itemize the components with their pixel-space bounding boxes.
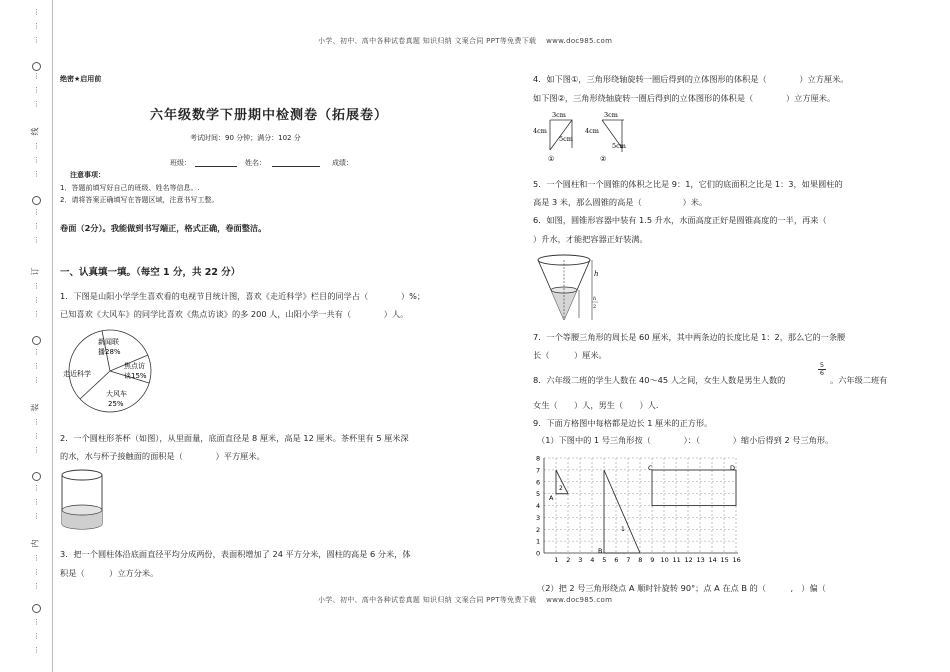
grid-x-tick-label: 6 bbox=[614, 556, 619, 564]
binding-hole bbox=[32, 196, 41, 205]
binding-char-1: 线 bbox=[30, 127, 40, 136]
grid-y-tick-label: 4 bbox=[536, 502, 541, 510]
exam-meta: 考试时间：90 分钟；满分：102 分 bbox=[190, 134, 301, 142]
pie-label-windmill-pct: 25% bbox=[108, 400, 124, 408]
binding-hole bbox=[32, 336, 41, 345]
binding-hole bbox=[32, 62, 41, 71]
binding-margin: ⋮ ⋮ ⋮ ⋮ ⋮ ⋮ 线 ⋮ ⋮ ⋮ ⋮ ⋮ ⋮ 订 ⋮ ⋮ ⋮ ⋮ ⋮ ⋮ 装 ⋮ ⋮ ⋮ ⋮ ⋮ ⋮ 内 ⋮ ⋮ ⋮ ⋮ ⋮ ⋮ bbox=[30, 8, 40, 654]
cone-container-figure bbox=[534, 252, 604, 324]
pie-label-focus: 焦点访 bbox=[124, 362, 145, 370]
grid-x-tick-label: 2 bbox=[566, 556, 571, 564]
point-D-label: D bbox=[730, 464, 736, 472]
fig1-top-label: 3cm bbox=[552, 111, 566, 119]
pie-label-science: 走近科学 bbox=[63, 370, 91, 378]
q1-line-2: 已知喜欢《大风车》的同学比喜欢《焦点访谈》的多 200 人，山阳小学一共有（ ）人。 bbox=[60, 309, 409, 319]
fig1-hyp-label: 5cm bbox=[559, 135, 573, 143]
q8-line-1: 8．六年级二班的学生人数在 40～45 人之间，女生人数是男生人数的 bbox=[533, 375, 786, 385]
pie-label-windmill: 大风车 bbox=[106, 390, 127, 398]
pie-label-news: 新闻联 bbox=[98, 338, 119, 346]
grid-x-tick-label: 8 bbox=[638, 556, 643, 564]
q5-line-2: 高是 3 米，那么圆锥的高是（ ）米。 bbox=[533, 197, 708, 207]
grid-y-tick-label: 6 bbox=[536, 478, 541, 487]
q6-line-1: 6．如图，圆锥形容器中装有 1.5 升水，水面高度正好是圆锥高度的一半，再来（ bbox=[533, 215, 827, 225]
note-2: 2．请将答案正确填写在答题区域，注意书写工整。 bbox=[60, 196, 219, 204]
fig1-number: ① bbox=[548, 155, 555, 163]
grid-x-tick-label: 9 bbox=[650, 556, 655, 564]
q4-line-2: 如下图②，三角形绕轴旋转一圈后得到的立体图形的体积是（ ）立方厘米。 bbox=[533, 93, 836, 103]
binding-char-3: 装 bbox=[30, 403, 40, 412]
pie-label-news-pct: 播28% bbox=[98, 348, 121, 356]
cone-half-h-den: 2 bbox=[593, 304, 597, 310]
grid-y-tick-label: 1 bbox=[536, 537, 541, 546]
fig2-number: ② bbox=[600, 155, 607, 163]
q8-line-2: 女生（ ）人，男生（ ）人. bbox=[533, 400, 659, 410]
triangle-1-label: 1 bbox=[621, 526, 625, 533]
grid-x-tick-label: 10 bbox=[660, 556, 669, 564]
q8-fraction-numerator: 5 bbox=[819, 361, 825, 369]
cone-half-h-label: h bbox=[593, 296, 597, 302]
q7-line-1: 7．一个等腰三角形的周长是 60 厘米，其中两条边的长度比是 1：2，那么它的一条腰 bbox=[533, 332, 846, 342]
grid-x-tick-label: 13 bbox=[696, 556, 705, 564]
coordinate-grid bbox=[532, 454, 762, 566]
q8-fraction-denominator: 6 bbox=[819, 369, 825, 377]
page-footer-text: 小学、初中、高中各种试卷真题 知识归纳 文案合同 PPT等免费下载 www.doc985.com bbox=[318, 596, 613, 604]
grid-y-tick-label: 0 bbox=[536, 549, 541, 558]
notes-title: 注意事项： bbox=[70, 171, 105, 179]
triangle-1 bbox=[604, 470, 640, 553]
fig2-hyp-label: 5cm bbox=[612, 142, 626, 150]
q7-line-2: 长（ ）厘米。 bbox=[533, 350, 607, 360]
name-label: 姓名： bbox=[245, 159, 266, 167]
triangle-figure-2 bbox=[584, 108, 636, 164]
page-header-text: 小学、初中、高中各种试卷真题 知识归纳 文案合同 PPT等免费下载 www.doc985.com bbox=[318, 37, 613, 45]
grid-x-tick-label: 1 bbox=[554, 556, 559, 564]
exam-title: 六年级数学下册期中检测卷（拓展卷） bbox=[150, 108, 389, 123]
binding-hole bbox=[32, 604, 41, 613]
point-B-label: B bbox=[598, 547, 603, 555]
cone-h-label: h bbox=[594, 270, 599, 278]
q1-line-1: 1．下图是山阳小学学生喜欢看的电视节目统计图，喜欢《走近科学》栏目的同学占（ ）%； bbox=[60, 291, 426, 301]
neatness-note: 卷面（2分）。我能做到书写端正，格式正确，卷面整洁。 bbox=[60, 223, 267, 233]
grid-x-tick-label: 15 bbox=[720, 556, 729, 564]
grid-x-tick-label: 4 bbox=[590, 556, 595, 564]
q4-line-1: 4．如下图①，三角形绕轴旋转一圈后得到的立体图形的体积是（ ）立方厘米。 bbox=[533, 74, 849, 84]
fig2-left-label: 4cm bbox=[585, 127, 599, 135]
section-1-heading: 一、认真填一填。（每空 1 分，共 22 分） bbox=[60, 267, 241, 278]
class-label: 班级： bbox=[170, 159, 191, 167]
q9-line-1: 9．下面方格图中每格都是边长 1 厘米的正方形。 bbox=[533, 418, 713, 428]
binding-line bbox=[52, 0, 53, 672]
fig1-left-label: 4cm bbox=[533, 127, 547, 135]
score-label: 成绩： bbox=[332, 159, 353, 167]
binding-char-2: 订 bbox=[30, 267, 40, 276]
grid-y-tick-label: 8 bbox=[536, 454, 541, 463]
grid-x-tick-label: 16 bbox=[732, 556, 741, 564]
rectangle bbox=[652, 470, 736, 506]
triangle-figure-1 bbox=[532, 108, 584, 164]
binding-hole bbox=[32, 472, 41, 481]
q8-line-1b: 。六年级二班有 bbox=[830, 375, 888, 385]
grid-y-labels bbox=[536, 455, 540, 558]
q2-line-2: 的水，水与杯子接触面的面积是（ ）平方厘米。 bbox=[60, 451, 265, 461]
grid-x-tick-label: 7 bbox=[626, 556, 631, 564]
note-1: 1．答题前填写好自己的班级、姓名等信息。. bbox=[60, 184, 200, 192]
q9-sub-2: （2）把 2 号三角形绕点 A 顺时针旋转 90°；点 A 在点 B 的（ , ）偏（ bbox=[537, 583, 826, 593]
q8-fraction bbox=[818, 362, 826, 377]
grid-y-tick-label: 5 bbox=[536, 490, 541, 499]
binding-char-4: 内 bbox=[30, 539, 40, 548]
grid-y-tick-label: 2 bbox=[536, 525, 541, 534]
cylinder-cup-figure bbox=[58, 466, 106, 536]
grid-x-labels bbox=[554, 556, 741, 564]
grid-y-tick-label: 3 bbox=[536, 513, 541, 522]
grid-y-tick-label: 7 bbox=[536, 466, 541, 475]
point-C-label: C bbox=[648, 464, 653, 472]
pie-label-focus-pct: 谈15% bbox=[124, 372, 147, 380]
class-field[interactable] bbox=[195, 166, 237, 167]
grid-x-tick-label: 14 bbox=[708, 556, 717, 564]
grid-x-tick-label: 11 bbox=[672, 556, 681, 564]
q3-line-2: 积是（ ）立方分米。 bbox=[60, 568, 159, 578]
point-A-label: A bbox=[549, 494, 554, 502]
pie-chart bbox=[60, 328, 160, 414]
grid-x-tick-label: 3 bbox=[578, 556, 583, 564]
grid-x-tick-label: 5 bbox=[602, 556, 607, 564]
q2-line-1: 2．一个圆柱形茶杯（如图），从里面量，底面直径是 8 厘米，高是 12 厘米。茶杯里有 5 厘米深 bbox=[60, 433, 409, 443]
fig2-top-label: 3cm bbox=[604, 111, 618, 119]
q6-line-2: ）升水，才能把容器正好装满。 bbox=[533, 234, 648, 244]
grid-x-tick-label: 12 bbox=[684, 556, 693, 564]
secret-mark: 绝密★启用前 bbox=[60, 75, 102, 83]
q9-sub-1: （1）下图中的 1 号三角形按（ ）：（ ）缩小后得到 2 号三角形。 bbox=[537, 435, 834, 445]
q3-line-1: 3．把一个圆柱体沿底面直径平均分成两份，表面积增加了 24 平方分米，圆柱的高是 6 分米，体 bbox=[60, 549, 411, 559]
name-field[interactable] bbox=[272, 166, 320, 167]
q5-line-1: 5．一个圆柱和一个圆锥的体积之比是 9：1，它们的底面积之比是 1：3，如果圆柱的 bbox=[533, 179, 843, 189]
triangle-2-label: 2 bbox=[559, 485, 563, 492]
